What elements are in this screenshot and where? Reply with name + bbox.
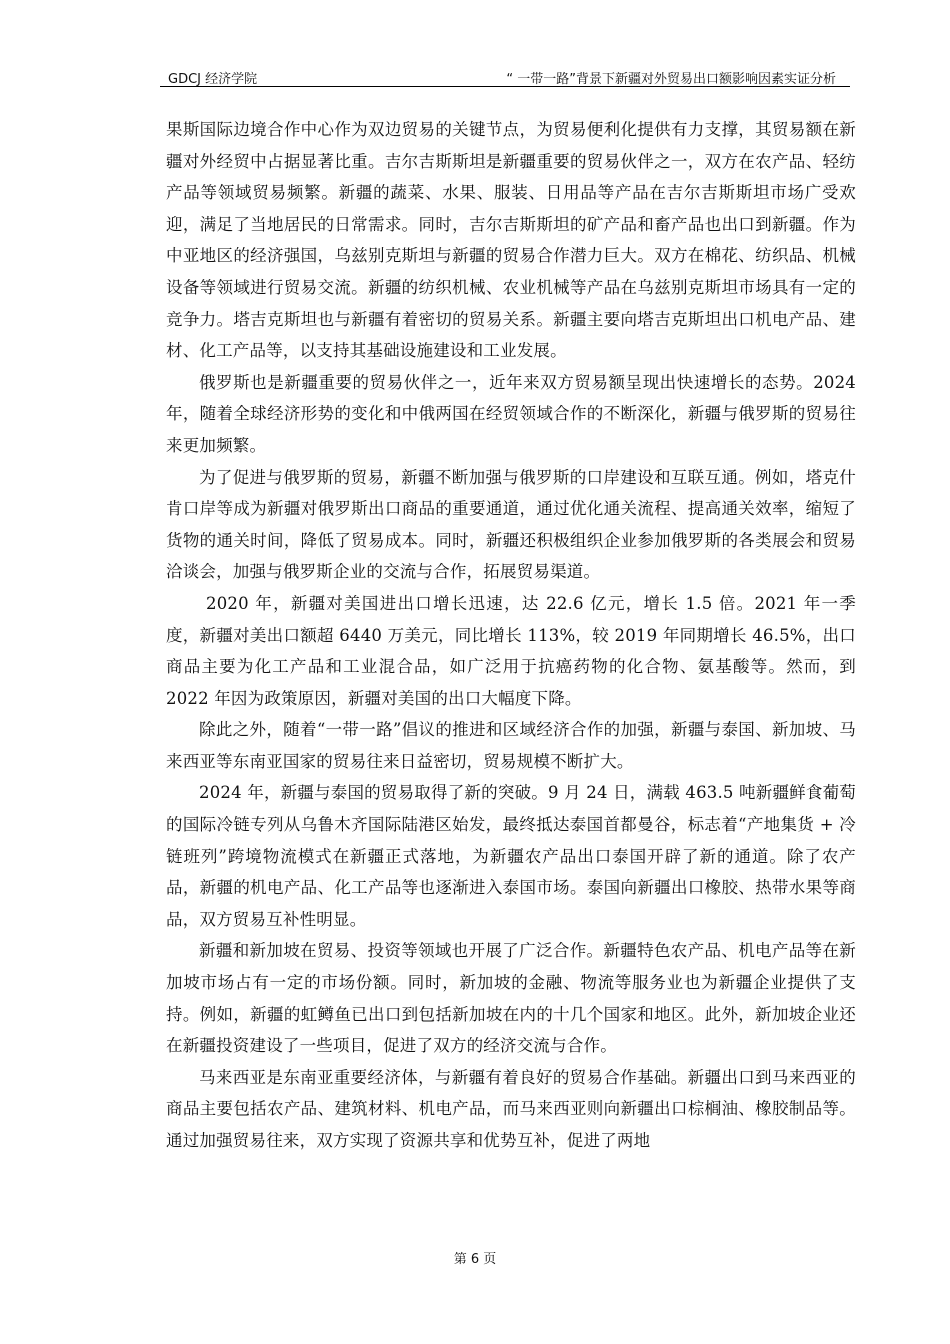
page-header [160,66,850,87]
header-institution: GDCJ 经济学院 [168,72,258,87]
document-body [166,114,856,1157]
paragraph-southeast-asia: 除此之外，随着“一带一路”倡议的推进和区域经济合作的加强，新疆与泰国、新加坡、马来西亚等东南亚国家的贸易往来日益密切，贸易规模不断扩大。 [166,720,856,771]
header-title: “ 一带一路”背景下新疆对外贸易出口额影响因素实证分析 [506,72,836,87]
page-number: 第 6 页 [453,1252,497,1267]
paragraph-russia: 俄罗斯也是新疆重要的贸易伙伴之一，近年来双方贸易额呈现出快速增长的态势。2024 年，随着全球经济形势的变化和中俄两国在经贸领域合作的不断深化，新疆与俄罗斯的贸易往来更加频繁。 [166,372,856,455]
paragraph-malaysia: 马来西亚是东南亚重要经济体，与新疆有着良好的贸易合作基础。新疆出口到马来西亚的商品主要包括农产品、建筑材料、机电产品，而马来西亚则向新疆出口棕榈油、橡胶制品等。通过加强贸易往来，双方实现了资源共享和优势互补，促进了两地 [166,1067,856,1150]
paragraph-russia-ports: 为了促进与俄罗斯的贸易，新疆不断加强与俄罗斯的口岸建设和互联互通。例如，塔克什肯口岸等成为新疆对俄罗斯出口商品的重要通道，通过优化通关流程、提高通关效率，缩短了货物的通关时间，降低了贸易成本。同时，新疆还积极组织企业参加俄罗斯的各类展会和贸易洽谈会，加强与俄罗斯企业的交流与合作，拓展贸易渠道。 [166,467,856,582]
paragraph-singapore: 新疆和新加坡在贸易、投资等领域也开展了广泛合作。新疆特色农产品、机电产品等在新加坡市场占有一定的市场份额。同时，新加坡的金融、物流等服务业也为新疆企业提供了支持。例如，新疆的虹鳟鱼已出口到包括新加坡在内的十几个国家和地区。此外，新加坡企业还在新疆投资建设了一些项目，促进了双方的经济交流与合作。 [166,941,856,1056]
paragraph-thailand: 2024 年，新疆与泰国的贸易取得了新的突破。9 月 24 日，满载 463.5 吨新疆鲜食葡萄的国际冷链专列从乌鲁木齐国际陆港区始发，最终抵达泰国首都曼谷，标志着“产地集货 + 冷链班列”跨境物流模式在新疆正式落地，为新疆农产品出口泰国开辟了新的通道。除了农产品，新疆的机电产品、化工产品等也逐渐进入泰国市场。泰国向新疆出口橡胶、热带水果等商品，双方贸易互补性明显。 [166,783,856,929]
paragraph-continued: 果斯国际边境合作中心作为双边贸易的关键节点，为贸易便利化提供有力支撑，其贸易额在新疆对外经贸中占据显著比重。吉尔吉斯斯坦是新疆重要的贸易伙伴之一，双方在农产品、轻纺产品等领域贸易频繁。新疆的蔬菜、水果、服装、日用品等产品在吉尔吉斯斯坦市场广受欢迎，满足了当地居民的日常需求。同时，吉尔吉斯斯坦的矿产品和畜产品也出口到新疆。作为中亚地区的经济强国，乌兹别克斯坦与新疆的贸易合作潜力巨大。双方在棉花、纺织品、机械设备等领域进行贸易交流。新疆的纺织机械、农业机械等产品在乌兹别克斯坦市场具有一定的竞争力。塔吉克斯坦也与新疆有着密切的贸易关系。新疆主要向塔吉克斯坦出口机电产品、建材、化工产品等，以支持其基础设施建设和工业发展。 [166,120,856,361]
paragraph-usa: 2020 年，新疆对美国进出口增长迅速，达 22.6 亿元，增长 1.5 倍。2021 年一季度，新疆对美出口额超 6440 万美元，同比增长 113%，较 2019 年同期增长 46.5%，出口商品主要为化工产品和工业混合品，如广泛用于抗癌药物的化合物、氨基酸等。然而，到 2022 年因为政策原因，新疆对美国的出口大幅度下降。 [166,593,856,708]
